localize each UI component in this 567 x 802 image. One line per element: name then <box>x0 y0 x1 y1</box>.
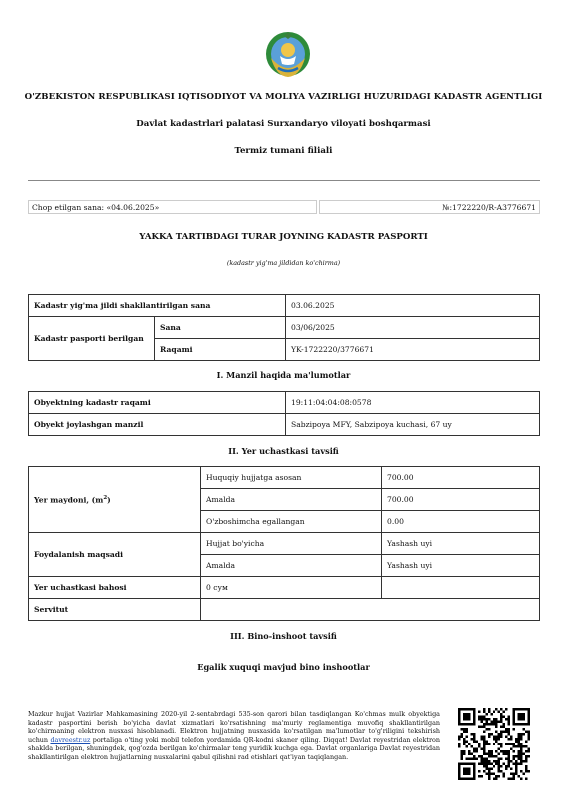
address-value: Sabzipoya MFY, Sabzipoya kuchasi, 67 uy <box>286 414 540 436</box>
meta-row <box>28 200 540 216</box>
section-1-title: I. Manzil haqida ma'lumotlar <box>216 370 351 380</box>
usage-actual-value: Yashash uyi <box>382 555 540 577</box>
self-occupied-value: 0.00 <box>382 511 540 533</box>
usage-doc-value: Yashash uyi <box>382 533 540 555</box>
print-date: Chop etilgan sana: «04.06.2025» <box>28 200 317 214</box>
table-row <box>29 317 540 339</box>
usage-actual-label: Amalda <box>201 555 382 577</box>
servitut-value <box>201 599 540 621</box>
section-3-subtitle: Egalik xuquqi mavjud bino inshootlar <box>197 662 370 672</box>
header-divider <box>28 180 540 181</box>
table-row <box>29 414 540 436</box>
passport-issued-label: Kadastr pasporti berilgan <box>29 317 155 361</box>
usage-label: Foydalanish maqsadi <box>29 533 201 577</box>
document-subtitle: (kadastr yig'ma jildidan ko'chirma) <box>226 259 341 267</box>
folder-date-label: Kadastr yig'ma jildi shakllantirilgan sana <box>29 295 286 317</box>
state-emblem-icon <box>264 28 312 80</box>
doc-based-value: 700.00 <box>382 467 540 489</box>
cadastre-number-value: 19:11:04:04:08:0578 <box>286 392 540 414</box>
land-value-value: 0 сум <box>201 577 382 599</box>
table-row <box>29 467 540 489</box>
table-row <box>29 599 540 621</box>
cadastre-number-label: Obyektning kadastr raqami <box>29 392 286 414</box>
land-table <box>28 466 540 621</box>
actual-area-value: 700.00 <box>382 489 540 511</box>
folder-date-value: 03.06.2025 <box>286 295 540 317</box>
actual-area-label: Amalda <box>201 489 382 511</box>
section-3-title: III. Bino-inshoot tavsifi <box>230 631 337 641</box>
issue-number-value: YK-1722220/3776671 <box>286 339 540 361</box>
land-value-empty <box>382 577 540 599</box>
footer-disclaimer: Mazkur hujjat Vazirlar Mahkamasining 2020-yil 2-sentabrdagi 535-son qarori bilan tasdiqlangan Ko'chmas mulk obyektiga kadastr pasportini berish bo'yicha davlat xizmatlari ko'rsatishning ma'muriy reglamentiga muvofiq shakllantirilgan ko'chirmaning elektron nusxasi hisoblanadi. Elektron hujjatning nusxasida ko'rsatilgan ma'lumotlar to'g'riligini tekshirish uchun davreestr.uz portaliga o'ting yoki mobil telefon yordamida QR-kodni skaner qiling. Diqqat! Davlat reyestridan elektron shaklda berilgan, shuningdek, qog'ozda berilgan ko'chirmalar teng yuridik kuchga ega. Davlat organlariga Davlat reyestridan shakllantirilgan elektron hujjatlarning nusxalarini qabul qilishni rad etishlari qat'iyan taqiqlangan. <box>28 710 440 761</box>
passport-info-table <box>28 294 540 361</box>
document-number: №:1722220/R-A3776671 <box>319 200 540 214</box>
agency-name: O'ZBEKISTON RESPUBLIKASI IQTISODIYOT VA MOLIYA VAZIRLIGI HUZURIDAGI KADASTR AGENTLIGI <box>24 92 543 102</box>
address-table <box>28 391 540 436</box>
issue-date-value: 03/06/2025 <box>286 317 540 339</box>
branch-name: Termiz tumani filiali <box>234 146 333 156</box>
land-area-label: Yer maydoni, $(m^2)$ <box>29 467 201 533</box>
qr-code-icon[interactable] <box>458 708 530 780</box>
board-name: Davlat kadastrlari palatasi Surxandaryo viloyati boshqarmasi <box>136 119 431 129</box>
issue-date-label: Sana <box>155 317 286 339</box>
davreestr-link[interactable]: davreestr.uz <box>50 735 91 744</box>
section-2-title: II. Yer uchastkasi tavsifi <box>228 446 339 456</box>
servitut-label: Servitut <box>29 599 201 621</box>
address-label: Obyekt joylashgan manzil <box>29 414 286 436</box>
issue-number-label: Raqami <box>155 339 286 361</box>
doc-based-label: Huquqiy hujjatga asosan <box>201 467 382 489</box>
table-row <box>29 577 540 599</box>
table-row <box>29 295 540 317</box>
document-title: YAKKA TARTIBDAGI TURAR JOYNING KADASTR PASPORTI <box>139 232 428 242</box>
table-row <box>29 392 540 414</box>
self-occupied-label: O'zboshimcha egallangan <box>201 511 382 533</box>
table-row <box>29 533 540 555</box>
usage-doc-label: Hujjat bo'yicha <box>201 533 382 555</box>
land-value-label: Yer uchastkasi bahosi <box>29 577 201 599</box>
